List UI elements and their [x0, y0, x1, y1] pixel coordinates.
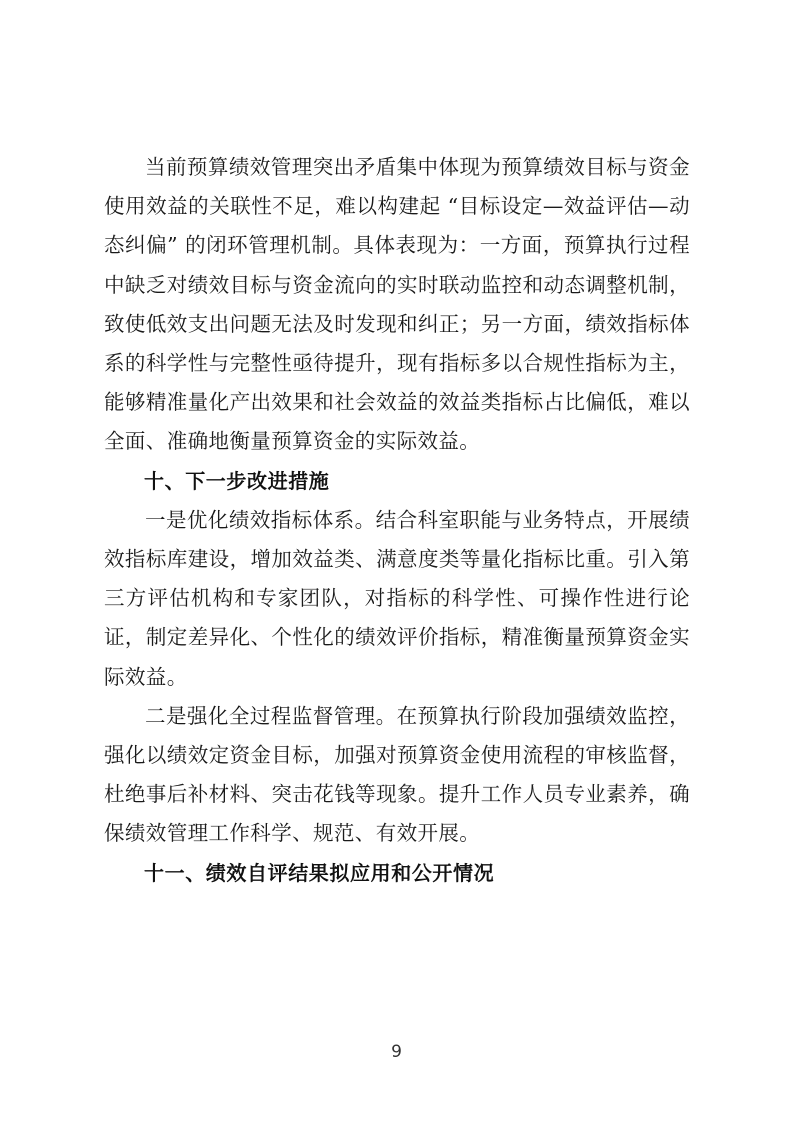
section-heading-self-evaluation-results: 十一、绩效自评结果拟应用和公开情况	[144, 860, 495, 885]
page-number: 9	[391, 1042, 402, 1062]
paragraph-optimize-indicator-system: 一是优化绩效指标体系。结合科室职能与业务特点，开展绩效指标库建设，增加效益类、满意度类等量化指标比重。引入第三方评估机构和专家团队，对指标的科学性、可操作性进行论证，制定差异化、个性化的绩效评价指标，精准衡量预算资金实际效益。	[104, 507, 690, 689]
paragraph-key-problems: 当前预算绩效管理突出矛盾集中体现为预算绩效目标与资金使用效益的关联性不足，难以构建起 “目标设定—效益评估—动态纠偏” 的闭环管理机制。具体表现为：一方面，预算执行过程中缺乏对绩效目标与资金流向的实时联动监控和动态调整机制，致使低效支出问题无法及时发现和纠正；另一方面，绩效指标体系的科学性与完整性亟待提升，现有指标多以合规性指标为主，能够精准量化产出效果和社会效益的效益类指标占比偏低，难以全面、准确地衡量预算资金的实际效益。	[104, 155, 690, 454]
section-heading-improvement-measures: 十、下一步改进措施	[144, 468, 330, 493]
paragraph-strengthen-supervision: 二是强化全过程监督管理。在预算执行阶段加强绩效监控，强化以绩效定资金目标，加强对预算资金使用流程的审核监督，杜绝事后补材料、突击花钱等现象。提升工作人员专业素养，确保绩效管理工作科学、规范、有效开展。	[104, 703, 690, 846]
page-content	[104, 148, 690, 893]
